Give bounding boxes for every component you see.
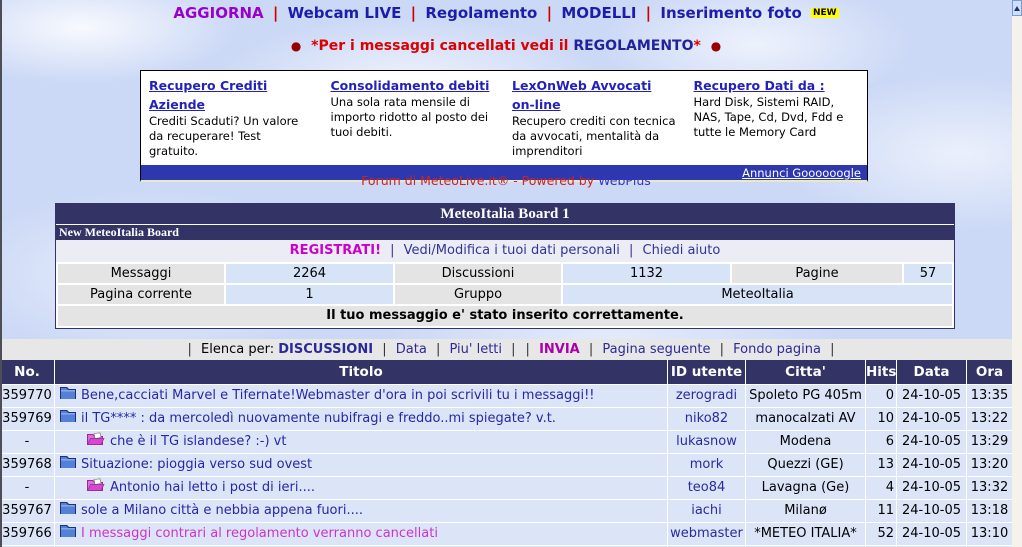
topic-time: 13:20 xyxy=(967,454,1013,477)
nav-separator: | xyxy=(410,4,417,22)
sort-piu-letti-link[interactable]: Piu' letti xyxy=(449,342,502,357)
topic-row xyxy=(0,385,1013,408)
header-id-utente: ID utente xyxy=(668,360,746,385)
header-titolo: Titolo xyxy=(55,360,668,385)
ad-body-text: Hard Disk, Sistemi RAID, NAS, Tape, Cd, Dvd, Fdd e tutte le Memory Card xyxy=(693,95,844,139)
ad-item xyxy=(504,73,686,161)
topic-user-link[interactable]: iachi xyxy=(691,503,722,518)
reply-row xyxy=(0,431,1013,454)
topic-title-link[interactable]: I messaggi contrari al regolamento verranno cancellati xyxy=(81,526,438,541)
reply-title-link[interactable]: Antonio hai letto i post di ieri.... xyxy=(110,480,316,495)
topic-number: 359770 xyxy=(0,385,55,408)
topic-folder-icon xyxy=(60,454,76,476)
nav-separator: | xyxy=(645,4,652,22)
stat-pagina-corrente-value: 1 xyxy=(226,285,393,304)
ad-body-text: Crediti Scaduti? Un valore da recuperare! Test gratuito. xyxy=(149,114,299,158)
toolbar-separator: | xyxy=(511,342,516,357)
topic-time: 13:32 xyxy=(967,477,1013,500)
topic-row xyxy=(0,500,1013,523)
ad-body-text: Una sola rata mensile di importo ridotto al posto dei tuoi debiti. xyxy=(330,95,489,139)
stat-pagine-value: 57 xyxy=(904,264,952,283)
nav-separator: | xyxy=(272,4,279,22)
ad-item xyxy=(686,73,868,142)
chiedi-aiuto-link[interactable]: Chiedi aiuto xyxy=(642,243,721,258)
topic-time: 13:18 xyxy=(967,500,1013,523)
toolbar-separator: | xyxy=(525,342,530,357)
sort-discussioni-link[interactable]: DISCUSSIONI xyxy=(278,342,374,357)
nav-modelli-link[interactable]: MODELLI xyxy=(561,4,637,22)
reply-folder-icon xyxy=(87,477,105,499)
powered-text: Forum di MeteoLive.it® - Powered by xyxy=(361,173,595,188)
sort-data-link[interactable]: Data xyxy=(395,342,427,357)
ad-columns xyxy=(141,71,867,165)
notice-asterisk: * xyxy=(693,38,701,54)
toolbar-separator: | xyxy=(435,342,441,357)
topic-time: 13:22 xyxy=(967,408,1013,431)
nav-aggiorna-link[interactable]: AGGIORNA xyxy=(173,4,264,22)
header-hits: Hits xyxy=(866,360,897,385)
list-toolbar xyxy=(0,339,1022,360)
nav-separator: | xyxy=(546,4,553,22)
topic-city: Quezzi (GE) xyxy=(746,454,866,477)
topic-city: manocalzati AV xyxy=(746,408,866,431)
topic-row xyxy=(0,523,1013,546)
vertical-scrollbar[interactable] xyxy=(1012,0,1022,547)
stat-messaggi-label: Messaggi xyxy=(58,264,224,283)
topics-table xyxy=(0,360,1013,547)
topic-row xyxy=(0,408,1013,431)
board-stats xyxy=(56,262,954,306)
topic-date: 24-10-05 xyxy=(897,500,967,523)
topic-date: 24-10-05 xyxy=(897,477,967,500)
topic-city: Milanø xyxy=(746,500,866,523)
google-ads-box xyxy=(140,70,868,182)
topic-date: 24-10-05 xyxy=(897,408,967,431)
topic-hits: 6 xyxy=(866,431,897,454)
cancelled-messages-notice xyxy=(0,38,1012,54)
topic-time: 13:35 xyxy=(967,385,1013,408)
links-separator: | xyxy=(390,243,395,258)
notice-regolamento-link[interactable]: REGOLAMENTO xyxy=(573,38,694,54)
stat-gruppo-label: Gruppo xyxy=(395,285,561,304)
toolbar-separator: | xyxy=(187,342,192,357)
nav-webcam-live-link[interactable]: Webcam LIVE xyxy=(287,4,402,22)
board-panel xyxy=(55,203,955,329)
board-title: MeteoItalia Board 1 xyxy=(56,204,954,224)
board-subtitle: New MeteoItalia Board xyxy=(56,224,954,240)
topic-hits: 4 xyxy=(866,477,897,500)
topic-time: 13:29 xyxy=(967,431,1013,454)
topic-hits: 0 xyxy=(866,385,897,408)
window-left-edge xyxy=(0,0,2,547)
topic-title-link[interactable]: il TG**** : da mercoledì nuovamente nubifragi e freddo..mi spiegate? v.t. xyxy=(81,411,556,426)
ad-title-link[interactable]: LexOnWeb Avvocati on-line xyxy=(512,78,652,112)
toolbar-separator: | xyxy=(588,342,594,357)
vedi-modifica-link[interactable]: Vedi/Modifica i tuoi dati personali xyxy=(403,243,620,258)
stat-discussioni-value: 1132 xyxy=(563,264,730,283)
topic-date: 24-10-05 xyxy=(897,454,967,477)
scroll-up-arrow-icon xyxy=(1014,6,1020,11)
topic-number: - xyxy=(0,431,55,454)
topic-city: Spoleto PG 405m xyxy=(746,385,866,408)
confirmation-message: Il tuo messaggio e' stato inserito correttamente. xyxy=(58,306,952,326)
topic-number: 359767 xyxy=(0,500,55,523)
nav-regolamento-link[interactable]: Regolamento xyxy=(425,4,538,22)
toolbar-separator: | xyxy=(830,342,835,357)
invia-link[interactable]: INVIA xyxy=(539,342,580,357)
ad-title-link[interactable]: Recupero Crediti Aziende xyxy=(149,78,268,112)
fondo-pagina-link[interactable]: Fondo pagina xyxy=(733,342,821,357)
topic-city: *METEO ITALIA* xyxy=(746,523,866,546)
bullet-icon: ● xyxy=(290,39,302,53)
new-badge: NEW xyxy=(812,8,837,18)
pagina-seguente-link[interactable]: Pagina seguente xyxy=(602,342,711,357)
ad-body-text: Recupero crediti con tecnica da avvocati, mentalità da imprenditori xyxy=(512,114,676,158)
toolbar-separator: | xyxy=(719,342,724,357)
topic-user-link[interactable]: webmaster xyxy=(670,526,743,541)
topic-number: 359768 xyxy=(0,454,55,477)
topic-city: Lavagna (Ge) xyxy=(746,477,866,500)
topic-number: 359769 xyxy=(0,408,55,431)
notice-text: *Per i messaggi cancellati vedi il xyxy=(311,38,569,54)
topic-user-link[interactable]: zerogradi xyxy=(675,388,738,403)
topic-hits: 13 xyxy=(866,454,897,477)
topic-date: 24-10-05 xyxy=(897,431,967,454)
header-no: No. xyxy=(0,360,55,385)
topic-title-link[interactable]: sole a Milano città e nebbia appena fuori.... xyxy=(81,503,363,518)
stat-discussioni-label: Discussioni xyxy=(395,264,561,283)
links-separator: | xyxy=(629,243,634,258)
topic-folder-icon xyxy=(60,408,76,430)
topic-folder-icon xyxy=(60,385,76,407)
topic-hits: 52 xyxy=(866,523,897,546)
topic-title-link[interactable]: Situazione: pioggia verso sud ovest xyxy=(81,457,313,472)
topic-title-link[interactable]: Bene,cacciati Marvel e Tifernate!Webmaster d'ora in poi scrivili tu i messaggi!! xyxy=(81,388,595,403)
topic-date: 24-10-05 xyxy=(897,385,967,408)
scroll-up-button[interactable] xyxy=(1012,0,1022,16)
topic-folder-icon xyxy=(60,500,76,522)
topic-number: - xyxy=(0,477,55,500)
topic-hits: 10 xyxy=(866,408,897,431)
topic-date: 24-10-05 xyxy=(897,523,967,546)
toolbar-separator: | xyxy=(382,342,387,357)
topic-row xyxy=(0,454,1013,477)
topic-number: 359766 xyxy=(0,523,55,546)
ad-item xyxy=(141,73,323,161)
reply-folder-icon xyxy=(87,431,105,453)
nav-inserimento-foto-link[interactable]: Inserimento foto xyxy=(660,4,802,22)
stat-gruppo-value: MeteoItalia xyxy=(563,285,952,304)
topic-hits: 11 xyxy=(866,500,897,523)
powered-by-line xyxy=(0,173,1012,188)
topic-user-link[interactable]: lukasnow xyxy=(676,434,737,449)
annunci-google-link[interactable]: Annunci Goooooogle xyxy=(742,165,861,180)
ad-title-link[interactable]: Consolidamento debiti xyxy=(330,78,490,93)
registrati-link[interactable]: REGISTRATI! xyxy=(289,243,381,258)
reply-title-link[interactable]: che è il TG islandese? :-) vt xyxy=(110,434,287,449)
board-links-row xyxy=(56,240,954,262)
topics-table-header xyxy=(0,360,1013,385)
elenca-per-label: Elenca per: xyxy=(201,342,275,357)
topic-folder-icon xyxy=(60,523,76,545)
topic-user-link[interactable]: niko82 xyxy=(684,411,729,426)
ad-title-link[interactable]: Recupero Dati da : xyxy=(693,78,825,93)
header-ora: Ora xyxy=(967,360,1013,385)
topic-user-link[interactable]: teo84 xyxy=(687,480,726,495)
stat-messaggi-value: 2264 xyxy=(226,264,393,283)
topic-user-link[interactable]: mork xyxy=(689,457,724,472)
topic-city: Modena xyxy=(746,431,866,454)
reply-row xyxy=(0,477,1013,500)
header-data: Data xyxy=(897,360,967,385)
ad-item xyxy=(323,73,505,142)
bullet-icon: ● xyxy=(710,39,722,53)
top-nav xyxy=(0,4,1012,22)
webplus-link[interactable]: WebPlus xyxy=(598,173,651,188)
header-citta: Citta' xyxy=(746,360,866,385)
topic-time: 13:10 xyxy=(967,523,1013,546)
stat-pagina-corrente-label: Pagina corrente xyxy=(58,285,224,304)
stat-pagine-label: Pagine xyxy=(732,264,902,283)
